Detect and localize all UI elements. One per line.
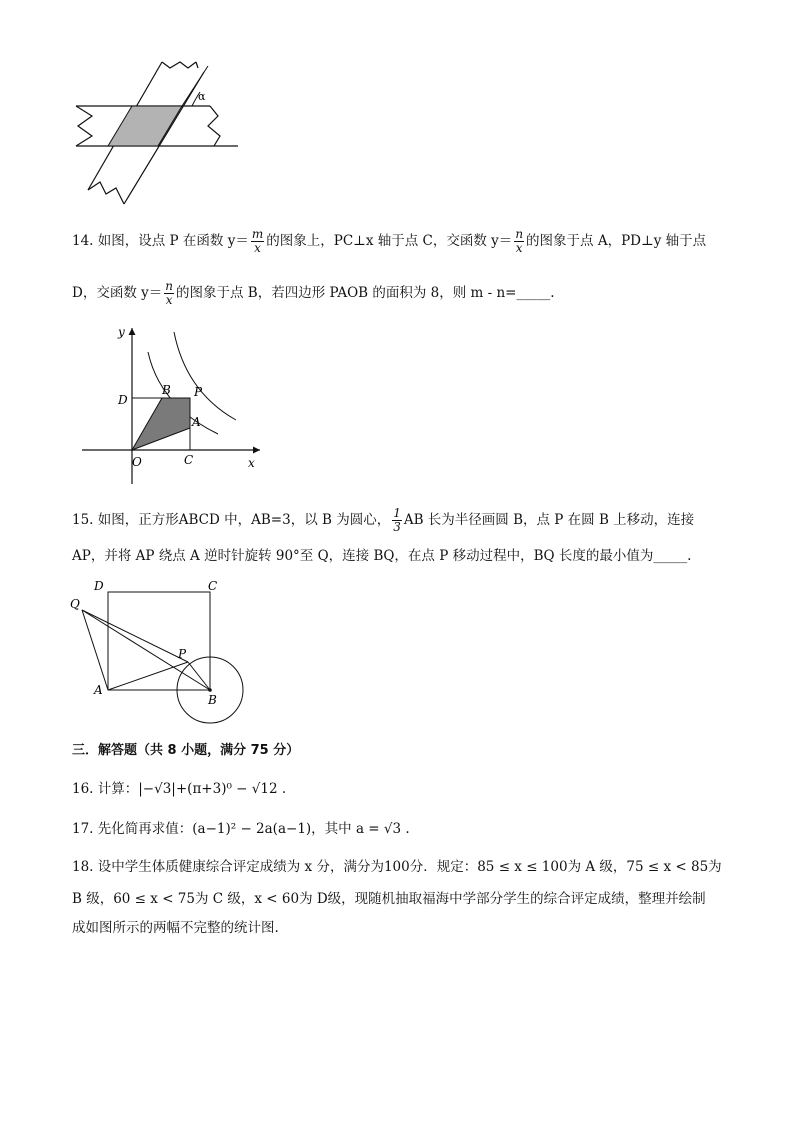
label-O: O	[132, 455, 142, 469]
alpha-label: α	[198, 90, 206, 103]
label-C: C	[184, 453, 194, 467]
quadrilateral-PAOB	[132, 398, 190, 450]
square-ABCD	[108, 592, 210, 690]
label-P: P	[178, 647, 187, 661]
figure-q14-graph	[80, 322, 270, 487]
fraction-n-over-x-2: $\frac{n}{x}$	[165, 279, 173, 307]
q15-line2: AP，并将 AP 绕点 A 逆时针旋转 90°至 Q，连接 BQ，在点 P 移动过程中，BQ 长度的最小值为_____.	[72, 548, 692, 564]
label-y: y	[118, 325, 125, 339]
q18-line2: B 级，60 ≤ x < 75为 C 级，x < 60为 D级，现随机抽取福海中学部分学生的综合评定成绩，整理并绘制	[72, 891, 706, 907]
point-B	[208, 688, 212, 692]
q18-line3: 成如图所示的两幅不完整的统计图.	[72, 920, 279, 936]
q16: 16. 计算：|−√3|+(π+3)⁰ − √12 .	[72, 781, 287, 797]
label-C: C	[208, 579, 218, 593]
strip-right-zigzag	[208, 106, 220, 146]
label-D: D	[118, 393, 128, 407]
segment-QB	[82, 610, 210, 690]
strip-slanted-right	[196, 62, 198, 68]
segment-QP	[82, 610, 188, 662]
q14-line1: 14. 如图，设点 P 在函数 y＝ $\frac{m}{x}$ 的图象上，PC⊥x 轴于点 C，交函数 y＝ $\frac{n}{x}$ 的图象于点 A，PD⊥y 轴于点	[72, 227, 707, 255]
label-A: A	[192, 415, 201, 429]
label-Q: Q	[70, 597, 80, 611]
q14-line2: D，交函数 y＝ $\frac{n}{x}$ 的图象于点 B，若四边形 PAOB 的面积为 8，则 m - n=_____.	[72, 279, 555, 307]
label-B: B	[162, 383, 171, 397]
q17: 17. 先化简再求值：(a−1)² − 2a(a−1)，其中 a = √3 .	[72, 821, 410, 837]
strip-slanted-top-zigzag	[162, 62, 196, 68]
strip-left-zigzag	[76, 106, 92, 146]
fraction-n-over-x: $\frac{n}{x}$	[515, 227, 524, 255]
fraction-m-over-x: $\frac{m}{x}$	[251, 227, 264, 255]
figure-q13-strips	[70, 58, 250, 208]
label-B: B	[208, 693, 217, 707]
section-3-title: 三．解答题（共 8 小题，满分 75 分）	[72, 743, 300, 758]
figure-q15-square	[68, 576, 248, 726]
q18-line1: 18. 设中学生体质健康综合评定成绩为 x 分，满分为100分．规定：85 ≤ x ≤ 100为 A 级，75 ≤ x < 85为	[72, 859, 722, 875]
label-A: A	[94, 683, 103, 697]
q15-line1: 15. 如图，正方形ABCD 中，AB=3，以 B 为圆心， $\frac{1}{3}$ AB 长为半径画圆 B，点 P 在圆 B 上移动，连接	[72, 506, 695, 534]
segment-AQ	[82, 610, 108, 690]
segment-AP	[108, 662, 188, 690]
label-x: x	[248, 456, 255, 470]
strip-slanted-bottom-zigzag	[88, 182, 124, 204]
label-D: D	[94, 579, 104, 593]
label-P: P	[194, 385, 203, 399]
fraction-one-third: $\frac{1}{3}$	[393, 506, 401, 534]
segment-PB	[188, 662, 210, 690]
